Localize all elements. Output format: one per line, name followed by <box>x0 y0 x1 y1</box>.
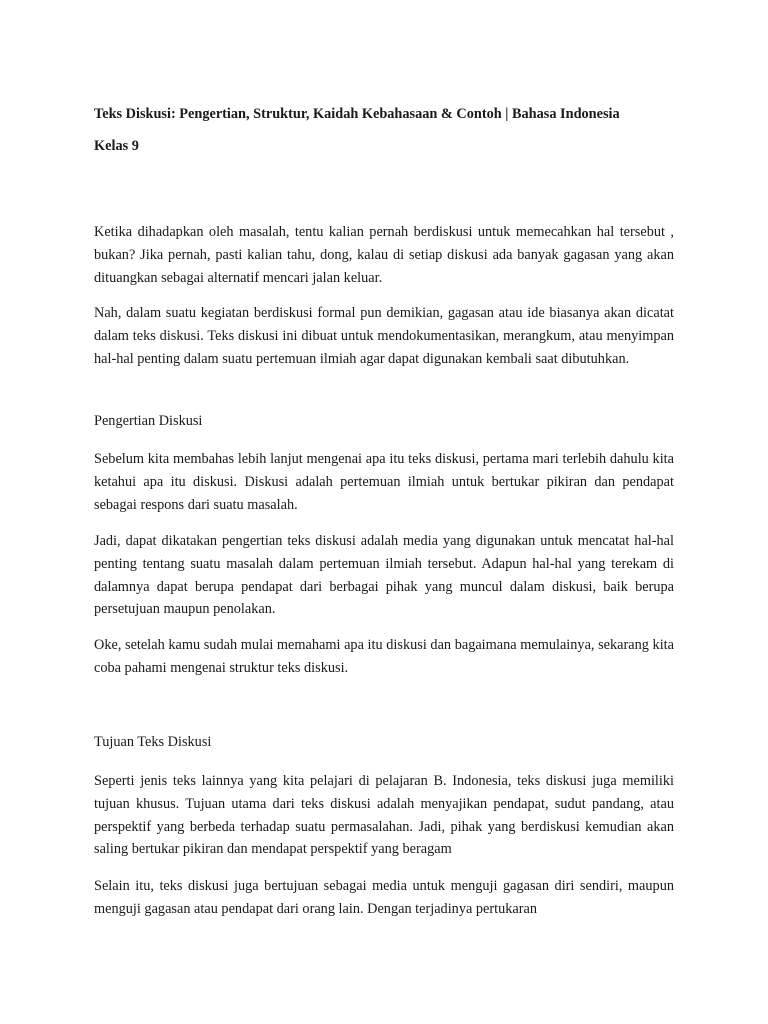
section-heading-tujuan: Tujuan Teks Diskusi <box>94 734 212 750</box>
pengertian-paragraph-3: Oke, setelah kamu sudah mulai memahami apa itu diskusi dan bagaimana memulainya, sekarang kita coba pahami mengenai struktur teks diskusi. <box>94 637 674 676</box>
intro-paragraph-2: Nah, dalam suatu kegiatan berdiskusi formal pun demikian, gagasan atau ide biasanya akan dicatat dalam teks diskusi. Teks diskusi ini dibuat untuk mendokumentasikan, merangkum, atau menyimpan hal-hal penting dalam suatu pertemuan ilmiah agar dapat digunakan kembali saat dibutuhkan. <box>94 305 674 367</box>
pengertian-paragraph-1: Sebelum kita membahas lebih lanjut mengenai apa itu teks diskusi, pertama mari terlebih dahulu kita ketahui apa itu diskusi. Diskusi adalah pertemuan ilmiah untuk bertukar pikiran dan pendapat sebagai respons dari suatu masalah. <box>94 451 674 513</box>
document-title-line2: Kelas 9 <box>94 138 139 154</box>
pengertian-paragraph-2: Jadi, dapat dikatakan pengertian teks diskusi adalah media yang digunakan untuk mencatat hal-hal penting tentang suatu masalah dalam pertemuan ilmiah tersebut. Adapun hal-hal yang terekam di dalamnya dapat berupa pendapat dari berbagai pihak yang muncul dalam diskusi, baik berupa persetujuan maupun penolakan. <box>94 533 674 618</box>
intro-paragraph-1: Ketika dihadapkan oleh masalah, tentu kalian pernah berdiskusi untuk memecahkan hal tersebut , bukan? Jika pernah, pasti kalian tahu, dong, kalau di setiap diskusi ada banyak gagasan yang akan dituangkan sebagai alternatif mencari jalan keluar. <box>94 224 674 286</box>
tujuan-paragraph-1: Seperti jenis teks lainnya yang kita pelajari di pelajaran B. Indonesia, teks diskusi juga memiliki tujuan khusus. Tujuan utama dari teks diskusi adalah menyajikan pendapat, sudut pandang, atau perspektif yang berbeda terhadap suatu permasalahan. Jadi, pihak yang berdiskusi kemudian akan saling bertukar pikiran dan mendapat perspektif yang beragam <box>94 773 674 858</box>
section-heading-pengertian: Pengertian Diskusi <box>94 413 203 429</box>
tujuan-paragraph-2: Selain itu, teks diskusi juga bertujuan sebagai media untuk menguji gagasan diri sendiri, maupun menguji gagasan atau pendapat dari orang lain. Dengan terjadinya pertukaran <box>94 878 674 917</box>
document-title: Teks Diskusi: Pengertian, Struktur, Kaidah Kebahasaan & Contoh | Bahasa Indonesia <box>94 106 620 122</box>
